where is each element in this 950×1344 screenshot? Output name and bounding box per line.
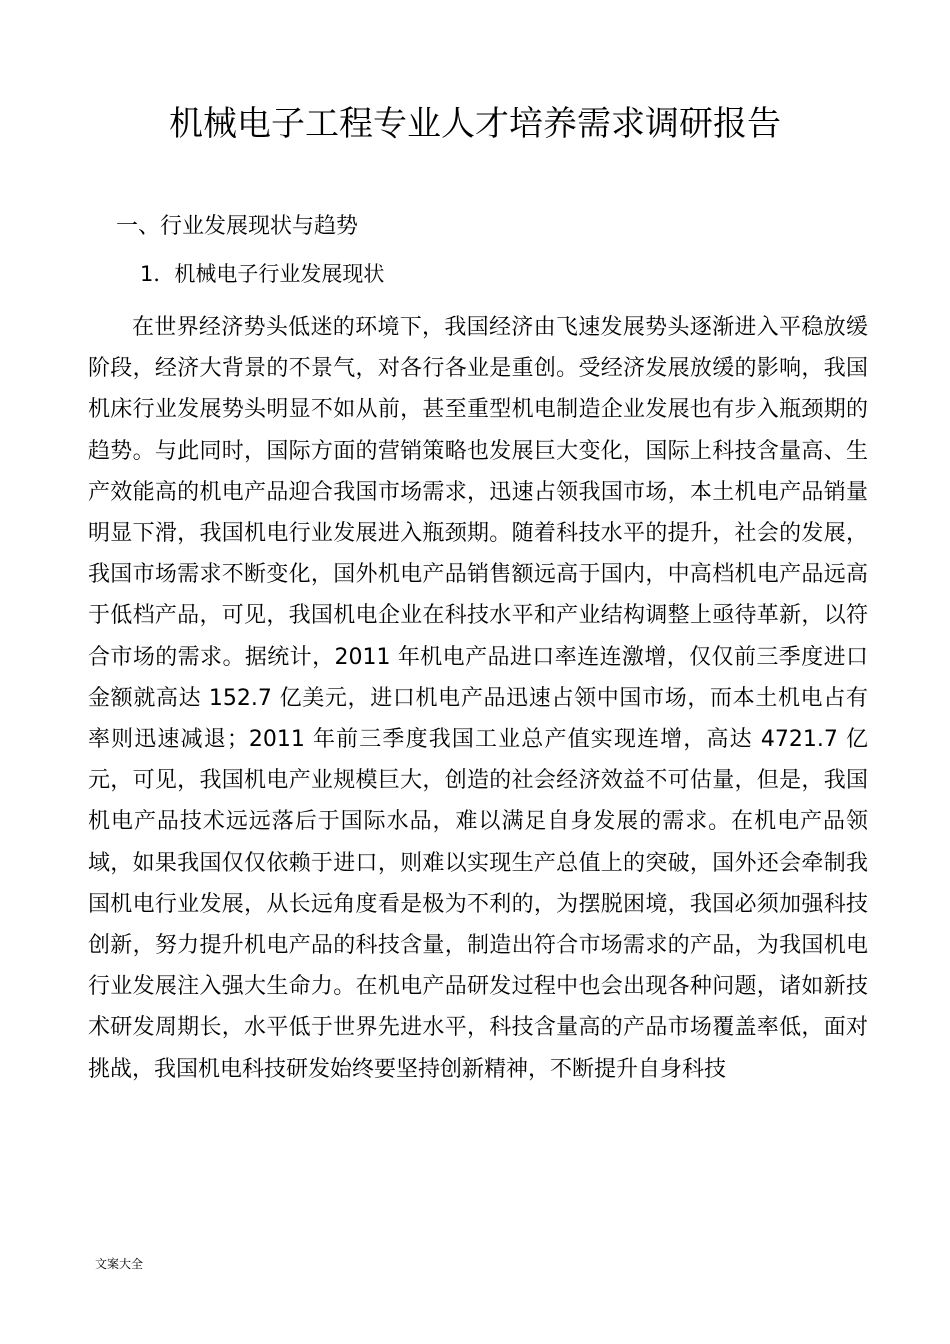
- document-title: 机械电子工程专业人才培养需求调研报告: [169, 104, 781, 144]
- section-heading: 一、行业发展现状与趋势: [116, 214, 359, 239]
- body-paragraph: 在世界经济势头低迷的环境下，我国经济由飞速发展势头逐渐进入平稳放缓阶段，经济大背景的不景气，对各行各业是重创。受经济发展放缓的影响，我国机床行业发展势头明显不如从前，甚至重型机电制造企业发展也有步入瓶颈期的趋势。与此同时，国际方面的营销策略也发展巨大变化，国际上科技含量高、生产效能高的机电产品迎合我国市场需求，迅速占领我国市场，本土机电产品销量明显下滑，我国机电行业发展进入瓶颈期。随着科技水平的提升，社会的发展，我国市场需求不断变化，国外机电产品销售额远高于国内，中高档机电产品远高于低档产品，可见，我国机电企业在科技水平和产业结构调整上亟待革新，以符合市场的需求。据统计，2011 年机电产品进口率连连激增，仅仅前三季度进口金额就高达 152.7 亿美元，进口机电产品迅速占领中国市场，而本土机电占有率则迅速减退；2011 年前三季度我国工业总产值实现连增，高达 4721.7 亿元，可见，我国机电产业规模巨大，创造的社会经济效益不可估量，但是，我国机电产品技术远远落后于国际水品，难以满足自身发展的需求。在机电产品领域，如果我国仅仅依赖于进口，则难以实现生产总值上的突破，国外还会牵制我国机电行业发展，从长远角度看是极为不利的，为摆脱困境，我国必须加强科技创新，努力提升机电产品的科技含量，制造出符合市场需求的产品，为我国机电行业发展注入强大生命力。在机电产品研发过程中也会出现各种问题，诸如新技术研发周期长，水平低于世界先进水平，科技含量高的产品市场覆盖率低，面对挑战，我国机电科技研发始终要坚持创新精神，不断提升自身科技: [88, 315, 868, 1082]
- subsection-heading: 1．机械电子行业发展现状: [140, 262, 385, 286]
- footer-text: 文案大全: [95, 1257, 144, 1271]
